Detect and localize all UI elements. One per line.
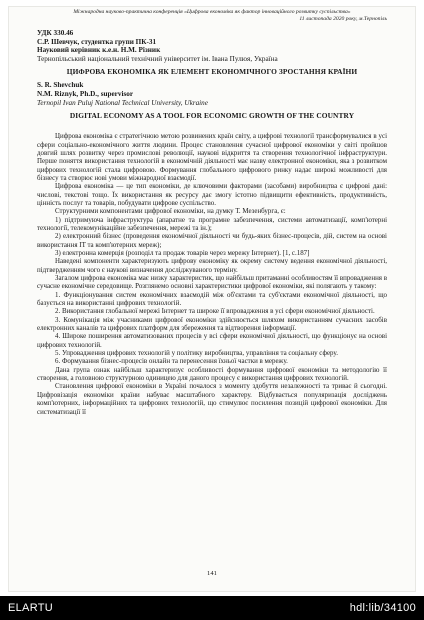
document-page	[8, 6, 416, 592]
article-title-ua: ЦИФРОВА ЕКОНОМІКА ЯК ЕЛЕМЕНТ ЕКОНОМІЧНОГО ЗРОСТАННЯ КРАЇНИ	[66, 67, 358, 77]
paragraph: Загалом цифрова економіка має низку характеристик, що найбільш притаманні особливостям її впровадження в сучасне економічне середовище. Розглянемо основні характеристики цифрової економіки, які полягають у такому:	[37, 274, 387, 291]
paragraph: 1) підтримуюча інфраструктура (апаратне та програмне забезпечення, системи автоматизації, комп'ютерні технології, телекомунікаційне забезпечення, мережі та ін.);	[37, 215, 387, 232]
paragraph: Цифрова економіка є стратегічною метою розвинених країн світу, а цифрові технології трансформувалися в усі сфери соціально-економічного життя людини. Процес становлення сучасної цифрової економіки у світі пройшов довгий шлях розвитку через промислові революції, наукові відкриття та створення технологічної інфраструктури. Перше поняття використання технологій в економічній діяльності має назву електронної економіки, яка з розвитком цифрових технологій стала цифровою. Формування глобального цифрового ринку надає широкі можливості для бізнесу та створює нові умови міжнародної взаємодії.	[37, 132, 387, 182]
paragraph: Дана група ознак найбільш характеризує особливості формування цифрової економіки та методологію її створення, а головною структурною одиницею для даного процесу є використання цифрових технологій.	[37, 365, 387, 383]
page-number: 141	[207, 570, 217, 577]
paragraph: 2) електронний бізнес (проведення економічної діяльності чи будь-яких бізнес-процесів, дій, систем на основі використання IT та комп'ютерних мереж);	[37, 232, 387, 249]
paragraph: 3. Комунікація між учасниками цифрової економіки здійснюється шляхом використанням сучасних засобів електронних каналів та цифрових платформ для збереження та відтворення інформації.	[37, 315, 387, 333]
paragraph: 6. Формування бізнес-процесів онлайн та перенесення їхньої частки в мережу.	[55, 357, 288, 366]
paragraph: 2. Використання глобальної мережі Інтернет та широке її впровадження в усі сфери економічної діяльності.	[55, 307, 375, 316]
affiliation-ua: Тернопільський національний технічний університет ім. Івана Пулюя, Україна	[37, 54, 278, 63]
paragraph: 5. Упровадження цифрових технологій у політику виробництва, управління та соціальну сферу.	[55, 349, 338, 358]
paragraph: 1. Функціонування систем економічних взаємодій між об'єктами та суб'єктами економічної діяльності, що базується на використанні цифрових технологій.	[37, 290, 387, 308]
paragraph: Цифрова економіка — це тип економіки, де ключовими факторами (засобами) виробництва є цифрові дані: числові, текстові тощо. Їх використання як ресурсу дає змогу істотно підвищити ефективність, продуктивність, цінність послуг та товарів, побудувати цифрове суспільство.	[37, 182, 387, 207]
udc-code: УДК 330.46	[37, 29, 74, 37]
supervisor-line-ua: Науковий керівник к.е.н. Н.М. Різник	[37, 46, 161, 55]
article-title-en: DIGITAL ECONOMY AS A TOOL FOR ECONOMIC GROWTH OF THE COUNTRY	[69, 111, 355, 121]
author-line-en: S. R. Shevchuk	[37, 81, 84, 90]
paragraph: Структурними компонентами цифрової економіки, на думку Т. Мезенбурга, є:	[55, 207, 286, 216]
footer-bar	[0, 596, 424, 620]
repository-name: ELARTU	[8, 602, 53, 614]
article-body	[37, 125, 387, 416]
handle-identifier[interactable]: hdl:lib/34100	[349, 602, 416, 614]
paragraph: 4. Широке поширення автоматизованих процесів у всі сфери економічної діяльності, що функціонує на основі цифрових технологій.	[37, 332, 387, 349]
running-header-conference: Міжнародна науково-практична конференція «Цифрова економіка як фактор інноваційного розвитку суспільства»	[73, 9, 351, 15]
author-line-ua: С.Р. Шевчук, студентка групи ПК-31	[37, 37, 157, 46]
running-header-date: 11 листопада 2020 року, м.Тернопіль	[299, 16, 387, 22]
paragraph: Становлення цифрової економіки в Україні почалося з моменту здобуття незалежності та триває й сьогодні. Цифровізація економіки країни набуває масштабного характеру. Відбувається популяризація досліджень комп'ютерних, інформаційних та цифрових технологій, що стимулює посилення позицій цифрової економіки. Для систематизації її	[37, 382, 387, 416]
affiliation-en: Ternopil Ivan Puluj National Technical University, Ukraine	[37, 98, 208, 107]
supervisor-line-en: N.M. Riznyk, Ph.D., supervisor	[37, 89, 134, 98]
paragraph: 3) електронна комерція (розподіл та продаж товарів через мережу Інтернет). [1, с.187]	[55, 248, 310, 257]
paragraph: Наведені компоненти характеризують цифрову економіку як окрему систему ведення економічної діяльності, підтвердженням чого є наукові визначення досліджуваного терміну.	[37, 257, 387, 274]
